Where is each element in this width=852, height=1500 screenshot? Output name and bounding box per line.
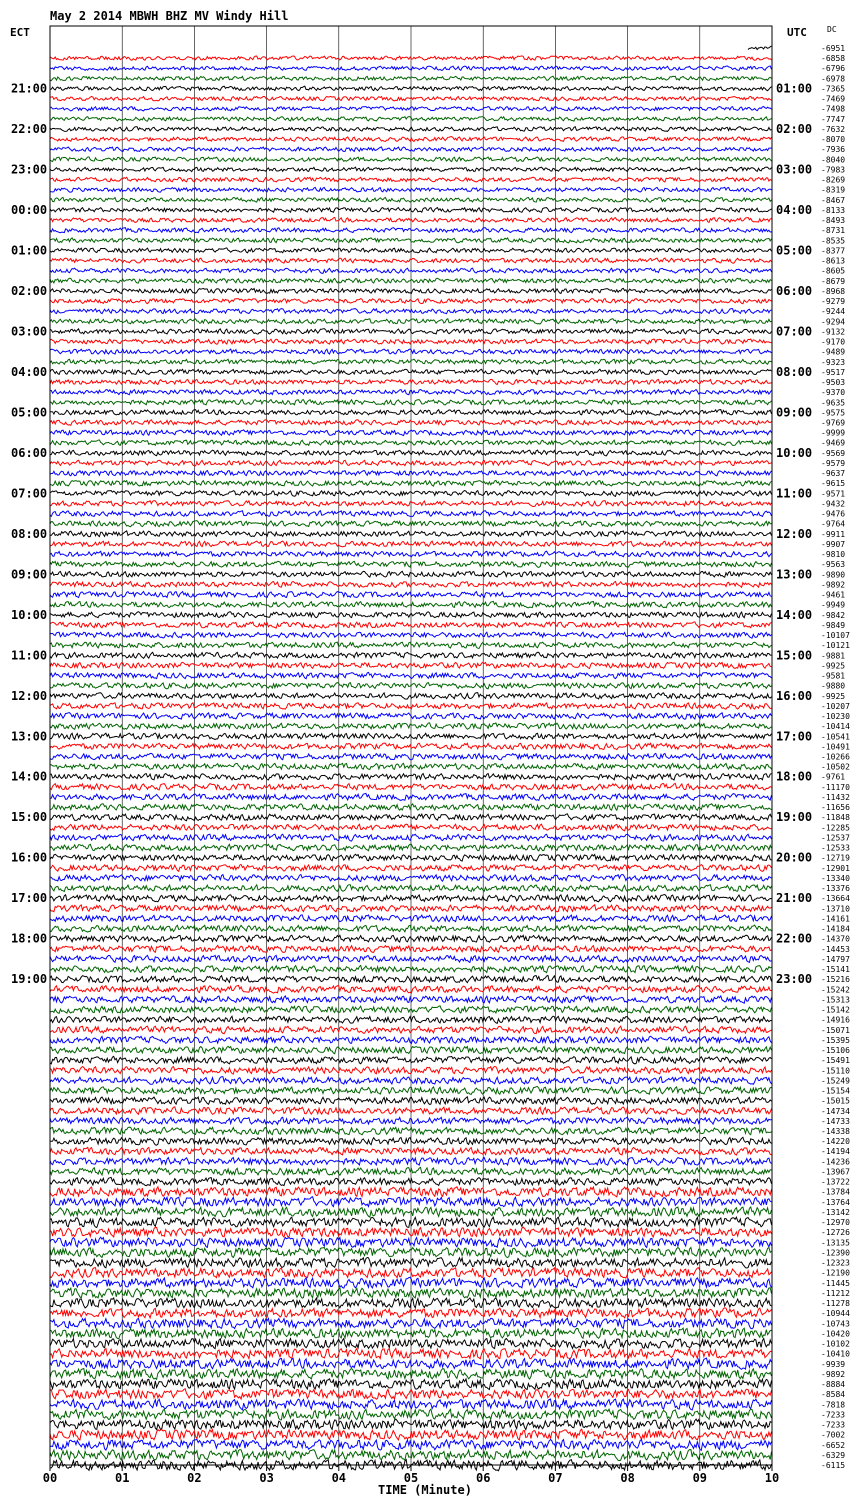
ect-hour-label: 07:00: [11, 486, 48, 501]
dc-value-label: -10491: [821, 742, 850, 752]
utc-hour-label: 13:00: [776, 567, 813, 582]
dc-value-label: -10743: [821, 1319, 850, 1329]
x-axis-label: TIME (Minute): [378, 1483, 472, 1497]
utc-hour-label: 11:00: [776, 486, 813, 501]
dc-value-label: -9432: [821, 499, 846, 509]
utc-hour-label: 02:00: [776, 122, 813, 136]
utc-hour-label: 22:00: [776, 931, 813, 946]
dc-value-label: -9279: [821, 297, 846, 306]
dc-value-label: -10944: [821, 1309, 850, 1319]
utc-hour-label: 17:00: [776, 729, 813, 744]
utc-hour-label: 07:00: [776, 324, 813, 339]
x-tick-label: 10: [764, 1471, 780, 1485]
dc-value-label: -7469: [821, 94, 846, 104]
dc-value-label: -11212: [821, 1288, 850, 1298]
dc-value-label: -9925: [821, 691, 846, 701]
dc-value-label: -12719: [821, 853, 850, 863]
dc-value-label: -12533: [821, 843, 850, 853]
dc-value-label: -9761: [821, 772, 846, 782]
dc-value-label: -9842: [821, 610, 846, 620]
x-tick-label: 09: [692, 1471, 708, 1485]
dc-value-label: -9890: [821, 570, 846, 580]
dc-value-label: -13784: [821, 1187, 850, 1197]
dc-value-label: -14194: [821, 1147, 850, 1157]
dc-value-label: -14236: [821, 1157, 850, 1167]
dc-value-label: -15154: [821, 1086, 850, 1096]
utc-hour-label: 14:00: [776, 607, 813, 622]
dc-value-label: -7632: [821, 125, 846, 134]
ect-hour-label: 01:00: [11, 243, 48, 258]
dc-value-label: -13764: [821, 1197, 850, 1207]
dc-value-label: -9370: [821, 388, 846, 398]
dc-value-label: -8605: [821, 266, 846, 276]
dc-value-label: -8070: [821, 135, 846, 145]
dc-value-label: -9637: [821, 469, 846, 479]
dc-value-label: -11848: [821, 813, 850, 823]
dc-value-label: -9581: [821, 671, 846, 681]
dc-value-label: -15015: [821, 1096, 850, 1106]
utc-hour-label: 05:00: [776, 243, 813, 258]
dc-value-label: -9469: [821, 438, 846, 448]
dc-value-label: -10207: [821, 701, 850, 711]
dc-value-label: -13376: [821, 884, 850, 894]
dc-value-label: -8467: [821, 195, 846, 205]
dc-value-label: -12970: [821, 1218, 850, 1228]
utc-hour-label: 23:00: [776, 972, 813, 987]
dc-value-label: -14220: [821, 1137, 850, 1147]
dc-value-label: -12537: [821, 833, 850, 843]
ect-axis-label: ECT: [10, 26, 30, 39]
ect-hour-label: 16:00: [11, 850, 48, 865]
dc-value-label: -10502: [821, 762, 850, 772]
ect-hour-label: 11:00: [11, 648, 48, 663]
dc-value-label: -6858: [821, 54, 846, 64]
dc-value-label: -15249: [821, 1076, 850, 1086]
dc-value-label: -9476: [821, 509, 846, 519]
dc-column-label: DC: [827, 25, 837, 34]
dc-value-label: -14370: [821, 934, 850, 944]
dc-value-label: -12190: [821, 1268, 850, 1278]
chart-title: May 2 2014 MBWH BHZ MV Windy Hill: [50, 9, 289, 23]
dc-value-label: -13722: [821, 1177, 850, 1187]
dc-value-label: -6115: [821, 1461, 846, 1470]
dc-value-label: -7498: [821, 104, 846, 114]
dc-value-label: -9999: [821, 428, 846, 438]
dc-value-label: -6951: [821, 44, 846, 53]
dc-value-label: -8377: [821, 246, 846, 256]
dc-value-label: -7365: [821, 84, 846, 94]
utc-hour-label: 21:00: [776, 891, 813, 906]
dc-value-label: -11445: [821, 1278, 850, 1288]
dc-value-label: -14916: [821, 1015, 850, 1025]
dc-value-label: -10121: [821, 641, 850, 651]
dc-value-label: -13710: [821, 904, 850, 914]
dc-value-label: -12390: [821, 1248, 850, 1258]
dc-value-label: -8731: [821, 226, 846, 236]
ect-hour-label: 08:00: [11, 526, 48, 541]
dc-value-label: -10102: [821, 1339, 850, 1349]
ect-hour-label: 14:00: [11, 769, 48, 784]
ect-hour-label: 06:00: [11, 445, 48, 460]
dc-value-label: -8613: [821, 256, 846, 266]
dc-value-label: -7233: [821, 1410, 846, 1420]
dc-value-label: -8584: [821, 1390, 846, 1400]
dc-value-label: -8269: [821, 175, 846, 185]
dc-value-label: -13135: [821, 1238, 850, 1248]
dc-value-label: -13142: [821, 1208, 850, 1217]
dc-value-label: -13664: [821, 894, 850, 904]
dc-value-label: -10266: [821, 752, 850, 762]
ect-hour-label: 23:00: [11, 162, 48, 177]
dc-value-label: -11170: [821, 782, 850, 792]
ect-hour-label: 10:00: [11, 607, 48, 622]
utc-hour-label: 06:00: [776, 283, 813, 298]
dc-value-label: -9615: [821, 479, 846, 489]
dc-value-label: -8679: [821, 276, 846, 286]
utc-hour-label: 08:00: [776, 364, 813, 379]
x-tick-label: 02: [187, 1471, 202, 1485]
dc-value-label: -9635: [821, 398, 846, 408]
dc-value-label: -8535: [821, 236, 846, 246]
dc-value-label: -11656: [821, 803, 850, 813]
dc-value-label: -8040: [821, 155, 846, 165]
dc-value-label: -7747: [821, 114, 846, 124]
dc-value-label: -9949: [821, 600, 846, 610]
dc-value-label: -6796: [821, 64, 846, 74]
dc-value-label: -15141: [821, 965, 850, 975]
dc-value-label: -15106: [821, 1046, 850, 1055]
dc-value-label: -9244: [821, 307, 846, 317]
dc-value-label: -11432: [821, 793, 850, 802]
dc-value-label: -10420: [821, 1329, 850, 1339]
dc-value-label: -9925: [821, 661, 846, 671]
dc-value-label: -9892: [821, 1369, 846, 1379]
dc-value-label: -6329: [821, 1450, 846, 1460]
dc-value-label: -7818: [821, 1400, 846, 1410]
dc-value-label: -12323: [821, 1258, 850, 1268]
dc-value-label: -9517: [821, 367, 846, 377]
utc-hour-label: 12:00: [776, 526, 813, 541]
utc-hour-label: 15:00: [776, 648, 813, 663]
ect-hour-label: 22:00: [11, 122, 48, 136]
utc-axis-label: UTC: [787, 26, 807, 39]
ect-hour-label: 04:00: [11, 364, 48, 379]
dc-value-label: -9579: [821, 459, 846, 468]
ect-hour-label: 13:00: [11, 729, 48, 744]
dc-value-label: -9489: [821, 347, 846, 357]
dc-value-label: -10410: [821, 1349, 850, 1359]
dc-value-label: -9294: [821, 317, 846, 327]
dc-value-label: -10541: [821, 732, 850, 742]
dc-value-label: -15395: [821, 1035, 850, 1045]
dc-value-label: -15071: [821, 1025, 850, 1035]
x-tick-label: 05: [403, 1471, 419, 1485]
dc-value-label: -9907: [821, 540, 846, 549]
ect-hour-label: 21:00: [11, 81, 48, 96]
dc-value-label: -9170: [821, 337, 846, 347]
dc-value-label: -9769: [821, 418, 846, 428]
dc-value-label: -7233: [821, 1420, 846, 1430]
dc-value-label: -15242: [821, 985, 850, 995]
x-tick-label: 03: [259, 1471, 274, 1485]
dc-value-label: -8968: [821, 286, 846, 296]
dc-value-label: -9892: [821, 580, 846, 590]
dc-value-label: -6978: [821, 74, 846, 84]
ect-hour-label: 05:00: [11, 405, 48, 420]
dc-value-label: -9569: [821, 448, 846, 458]
utc-hour-label: 10:00: [776, 445, 813, 460]
dc-value-label: -9575: [821, 408, 846, 418]
utc-hour-label: 04:00: [776, 202, 813, 217]
dc-value-label: -9810: [821, 550, 846, 560]
utc-hour-label: 01:00: [776, 81, 813, 96]
dc-value-label: -12726: [821, 1228, 850, 1238]
utc-hour-label: 09:00: [776, 405, 813, 420]
dc-value-label: -15491: [821, 1056, 850, 1066]
ect-hour-label: 00:00: [11, 202, 48, 217]
dc-value-label: -8493: [821, 216, 846, 226]
dc-value-label: -9503: [821, 378, 846, 387]
ect-hour-label: 18:00: [11, 931, 48, 946]
ect-hour-label: 02:00: [11, 283, 48, 298]
dc-value-label: -10414: [821, 722, 850, 732]
dc-value-label: -9849: [821, 620, 846, 630]
dc-value-label: -12285: [821, 823, 850, 833]
ect-hour-label: 09:00: [11, 567, 48, 582]
x-tick-label: 06: [475, 1471, 491, 1485]
dc-value-label: -14161: [821, 914, 850, 924]
utc-hour-label: 03:00: [776, 162, 813, 177]
x-tick-label: 07: [548, 1471, 563, 1485]
dc-value-label: -7002: [821, 1430, 846, 1440]
dc-value-label: -7983: [821, 165, 846, 175]
dc-value-label: -11278: [821, 1299, 850, 1309]
ect-hour-label: 15:00: [11, 810, 48, 825]
ect-hour-label: 17:00: [11, 891, 48, 906]
x-tick-label: 00: [42, 1471, 58, 1485]
dc-value-label: -10107: [821, 631, 850, 640]
dc-value-label: -9881: [821, 651, 846, 661]
ect-hour-label: 19:00: [11, 972, 48, 987]
x-tick-label: 08: [620, 1471, 635, 1485]
dc-value-label: -9939: [821, 1359, 846, 1369]
ect-hour-label: 03:00: [11, 324, 48, 339]
dc-value-label: -9132: [821, 327, 846, 337]
dc-value-label: -9323: [821, 357, 846, 367]
dc-value-label: -8884: [821, 1380, 846, 1389]
dc-value-label: -13340: [821, 874, 850, 883]
dc-value-label: -14734: [821, 1106, 850, 1116]
dc-value-label: -15110: [821, 1066, 850, 1076]
dc-value-label: -15142: [821, 1005, 850, 1015]
utc-hour-label: 18:00: [776, 769, 813, 784]
utc-hour-label: 19:00: [776, 810, 813, 825]
dc-value-label: -8133: [821, 205, 846, 215]
dc-value-label: -14797: [821, 954, 850, 964]
dc-value-label: -14184: [821, 924, 850, 934]
utc-hour-label: 20:00: [776, 850, 813, 865]
dc-value-label: -13967: [821, 1167, 850, 1177]
utc-hour-label: 16:00: [776, 688, 813, 703]
dc-value-label: -6652: [821, 1440, 846, 1450]
dc-value-label: -7936: [821, 145, 846, 155]
x-tick-label: 01: [114, 1471, 130, 1485]
dc-value-label: -9880: [821, 681, 846, 691]
dc-value-label: -14453: [821, 944, 850, 954]
dc-value-label: -8319: [821, 185, 846, 195]
dc-value-label: -15216: [821, 975, 850, 985]
dc-value-label: -9563: [821, 560, 846, 570]
ect-hour-label: 12:00: [11, 688, 48, 703]
dc-value-label: -12901: [821, 863, 850, 873]
dc-value-label: -9461: [821, 590, 846, 600]
dc-value-label: -14733: [821, 1116, 850, 1126]
dc-value-label: -9571: [821, 489, 846, 499]
dc-value-label: -10230: [821, 712, 850, 721]
dc-value-label: -9911: [821, 529, 846, 539]
dc-value-label: -14338: [821, 1127, 850, 1136]
x-tick-label: 04: [331, 1471, 347, 1485]
dc-value-label: -15313: [821, 995, 850, 1005]
dc-value-label: -9764: [821, 519, 846, 529]
